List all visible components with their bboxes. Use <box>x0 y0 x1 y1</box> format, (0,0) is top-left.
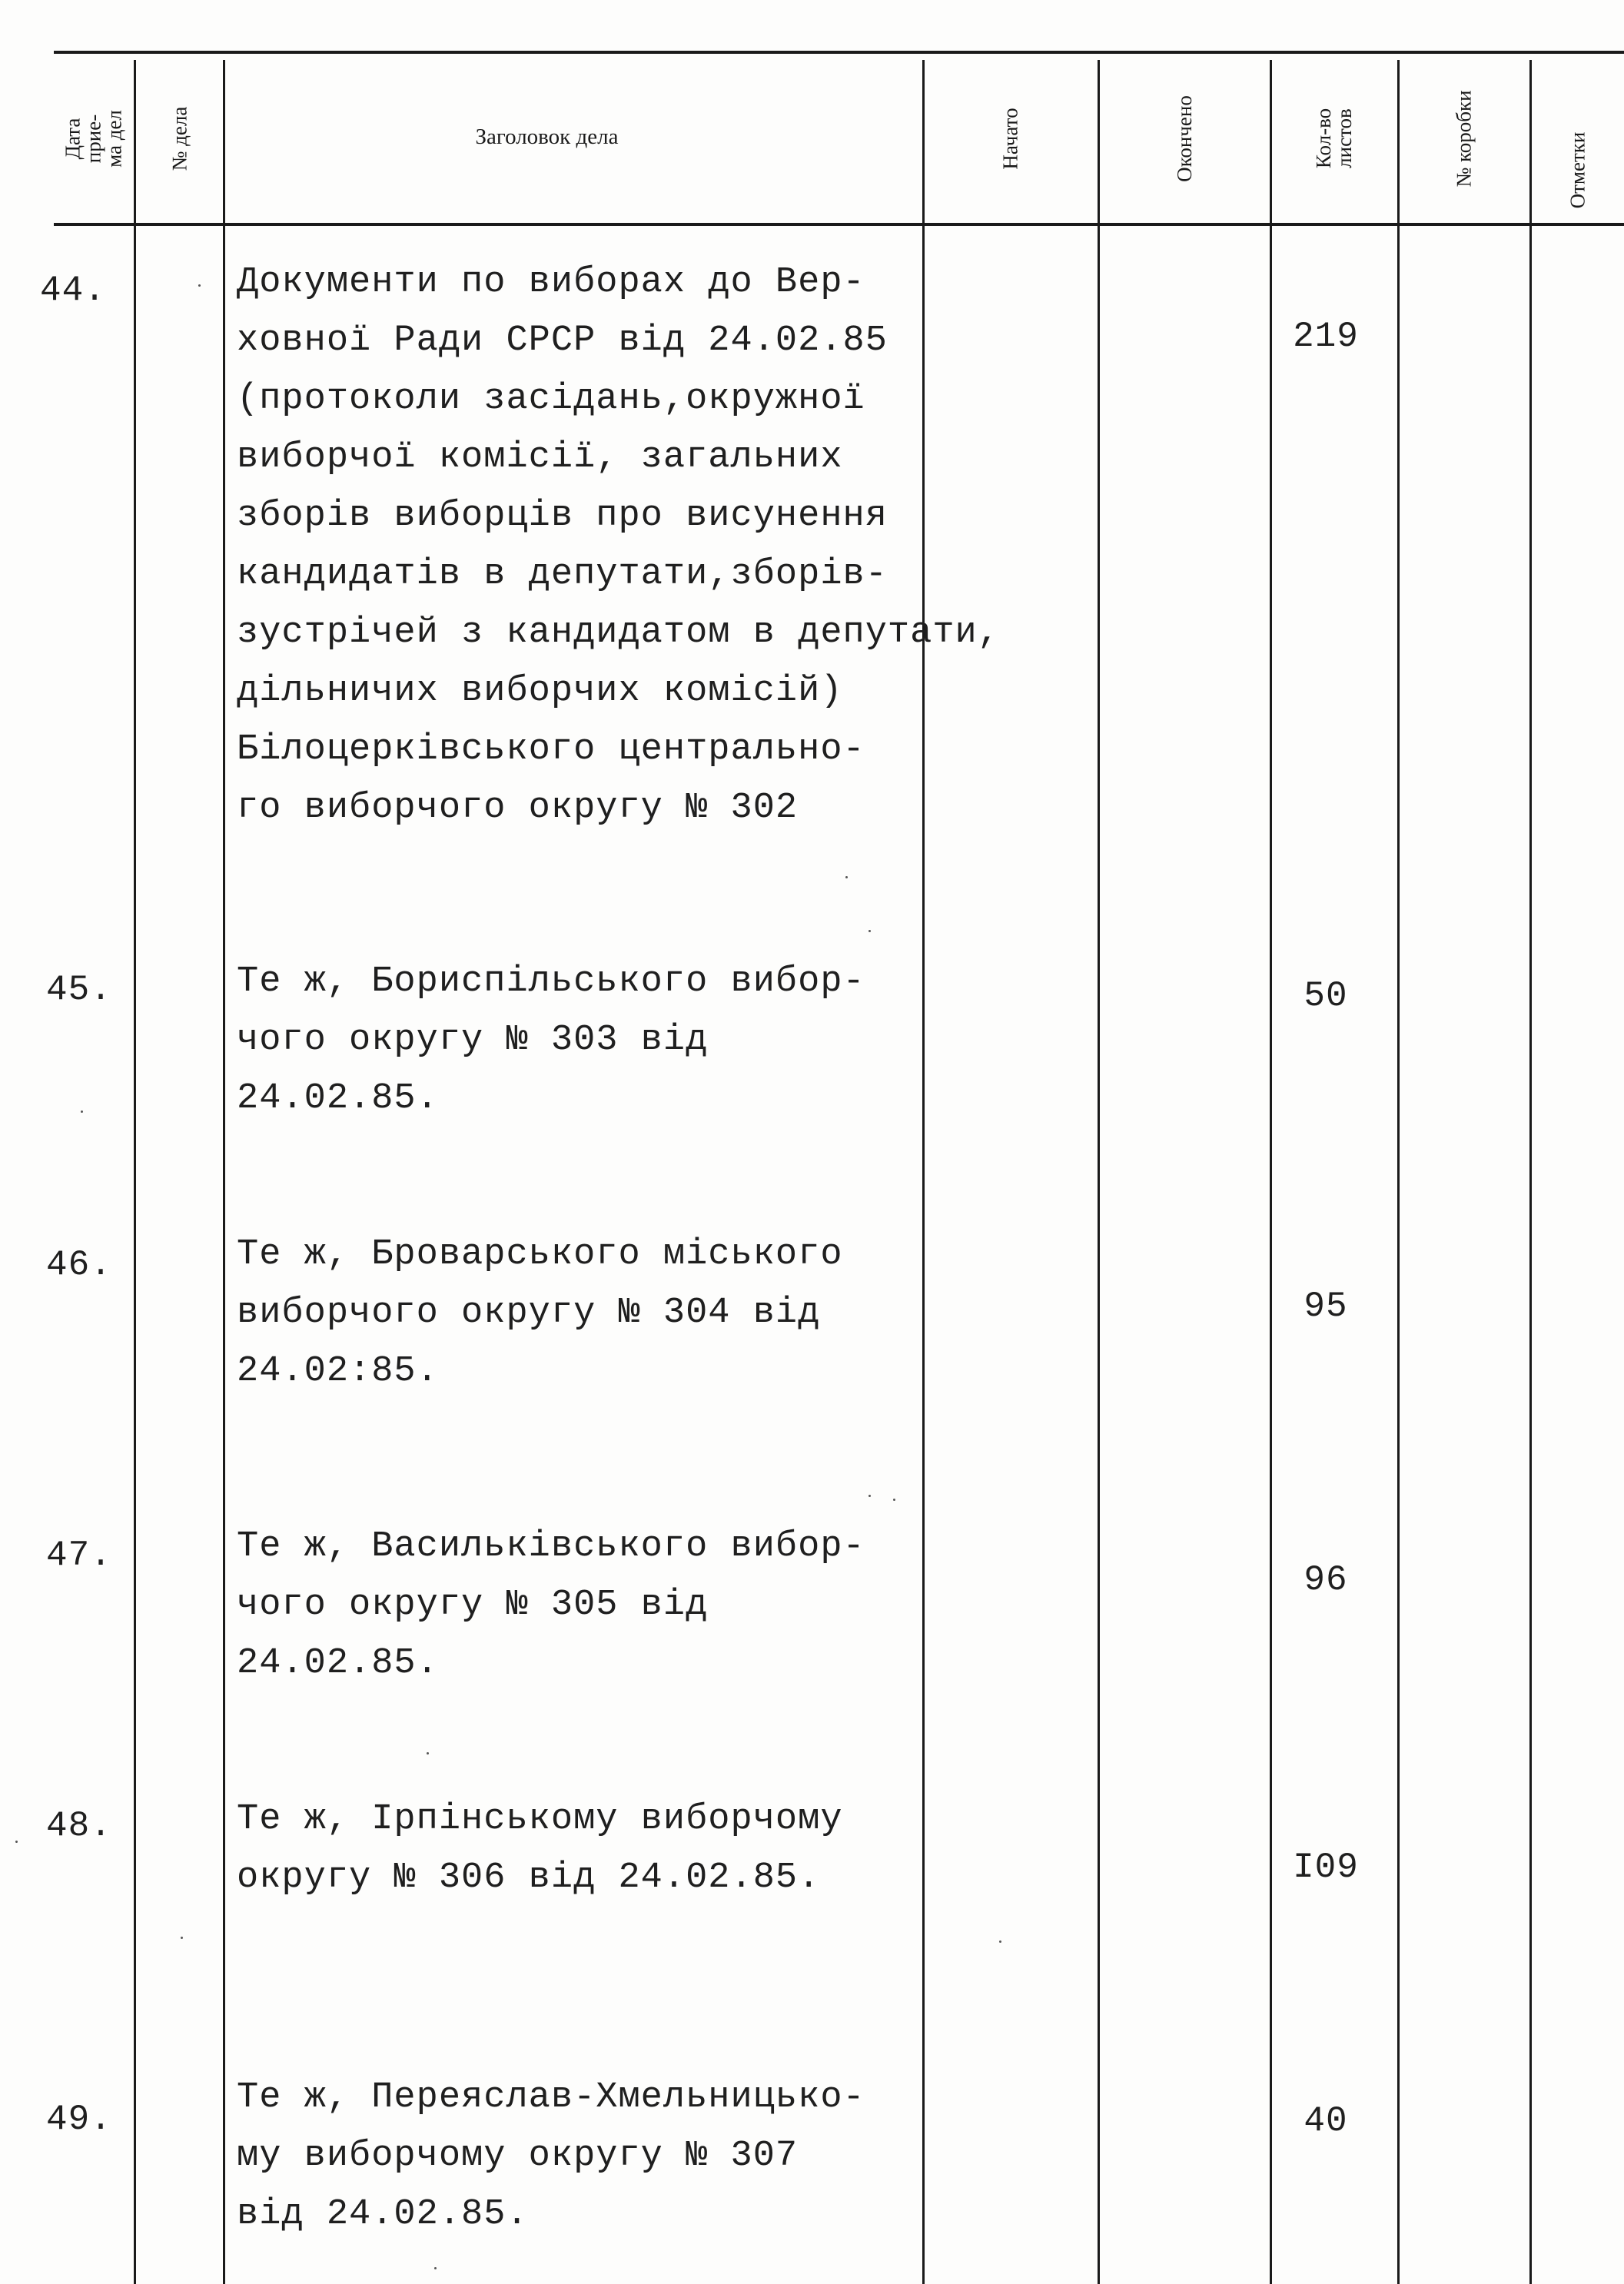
header-box-number-label: № коробки <box>1453 89 1476 188</box>
row-title: Те ж, Ірпінському виборчому округу № 306 від 24.02.85. <box>237 1799 843 1898</box>
scan-speck <box>868 1495 871 1497</box>
header-notes <box>1532 54 1624 223</box>
column-divider-4 <box>1098 60 1100 2284</box>
row-title: Документи по виборах до Вер- ховної Ради СРСР від 24.02.85 (протоколи засідань,окружної виборчої комісії, загальних зборів виборців про висунення кандидатів в депутати,зборів- зустрічей з кандидатом в депутати, дільничих виборчих комісій) Білоцерківського центрально- го виборчого округу № 302 <box>237 262 1000 828</box>
row-sheet-count: 96 <box>1304 1560 1348 1600</box>
row-number: 49. <box>46 2100 112 2140</box>
header-finished-label: Окончено <box>1173 95 1196 182</box>
header-case-number <box>136 54 223 223</box>
header-started <box>925 54 1098 223</box>
row-sheet-count: 95 <box>1304 1286 1348 1326</box>
scan-speck <box>868 930 871 932</box>
scan-speck <box>893 1499 895 1501</box>
column-divider-7 <box>1529 60 1532 2284</box>
header-sheet-count <box>1272 54 1397 223</box>
row-sheet-count: I09 <box>1293 1847 1359 1887</box>
scan-speck <box>845 876 848 878</box>
row-number: 45. <box>46 970 112 1010</box>
header-date-received-label: Дата прие- ма дел <box>61 109 126 168</box>
column-divider-6 <box>1397 60 1400 2284</box>
header-case-title-label: Заголовок дела <box>475 124 619 149</box>
scan-speck <box>15 1841 18 1843</box>
scan-speck <box>198 284 201 287</box>
row-number: 47. <box>46 1535 112 1575</box>
row-title: Те ж, Переяслав-Хмельницько- му виборчому округу № 307 від 24.02.85. <box>237 2077 865 2235</box>
row-sheet-count: 219 <box>1293 317 1359 357</box>
header-started-label: Начато <box>999 107 1022 170</box>
scan-speck <box>434 2267 437 2269</box>
column-divider-2 <box>223 60 225 2284</box>
row-sheet-count: 50 <box>1304 976 1348 1016</box>
row-title: Те ж, Броварського міського виборчого округу № 304 від 24.02:85. <box>237 1234 843 1392</box>
header-notes-label: Отметки <box>1566 131 1589 209</box>
header-case-number-label: № дела <box>167 106 191 171</box>
header-bottom-rule <box>54 223 1624 226</box>
column-divider-5 <box>1270 60 1272 2284</box>
row-number: 48. <box>46 1806 112 1846</box>
header-case-title <box>225 54 922 223</box>
row-title: Те ж, Васильківського вибор- чого округу № 305 від 24.02.85. <box>237 1526 865 1684</box>
column-divider-1 <box>134 60 136 2284</box>
row-sheet-count: 40 <box>1304 2101 1348 2141</box>
header-finished <box>1100 54 1270 223</box>
row-number: 44. <box>40 271 106 310</box>
scan-speck <box>427 1752 429 1754</box>
scan-speck <box>181 1937 183 1939</box>
row-title: Те ж, Бориспільського вибор- чого округу № 303 від 24.02.85. <box>237 961 865 1119</box>
scan-speck <box>999 1940 1001 1943</box>
header-date-received <box>54 54 134 223</box>
header-box-number <box>1400 54 1529 223</box>
row-number: 46. <box>46 1245 112 1285</box>
header-sheet-count-label: Кол-во листов <box>1312 108 1357 169</box>
scan-speck <box>81 1110 83 1113</box>
